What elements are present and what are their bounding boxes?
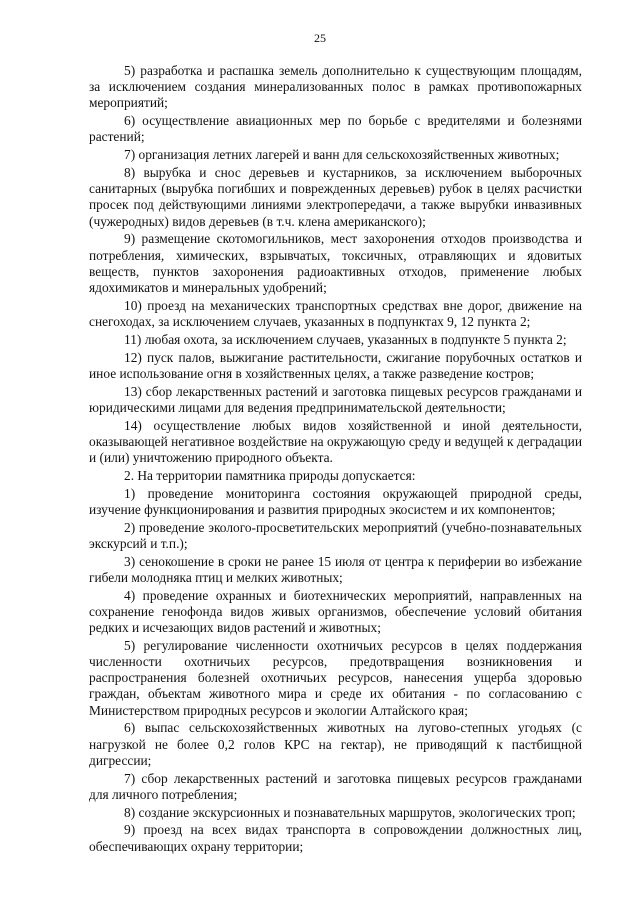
paragraph-permitted-4: 4) проведение охранных и биотехнических мероприятий, направленных на сохранение генофонда видов живых организмов, обеспечение условий обитания редких и исчезающих видов растений и животных;: [89, 587, 582, 636]
paragraph-restriction-12: 12) пуск палов, выжигание растительности, сжигание порубочных остатков и иное использование огня в хозяйственных целях, а также разведение костров;: [89, 349, 582, 381]
section-heading-permitted: 2. На территории памятника природы допускается:: [124, 467, 416, 483]
document-body: [89, 63, 582, 856]
paragraph-permitted-8: 8) создание экскурсионных и познавательных маршрутов, экологических троп;: [124, 804, 576, 820]
paragraph-restriction-8: 8) вырубка и снос деревьев и кустарников, за исключением выборочных санитарных (вырубка погибших и поврежденных деревьев) рубок в целях расчистки просек под действующими линиями электропередачи, а также вырубки инвазивных (чужеродных) видов деревьев (в т.ч. клена американского);: [89, 165, 582, 229]
paragraph-restriction-13: 13) сбор лекарственных растений и заготовка пищевых ресурсов гражданами и юридическими лицами для ведения предпринимательской деятельности;: [89, 383, 582, 415]
paragraph-restriction-7: 7) организация летних лагерей и ванн для сельскохозяйственных животных;: [124, 147, 560, 163]
paragraph-permitted-5: 5) регулирование численности охотничьих ресурсов в целях поддержания численности охотничьих ресурсов, предотвращения возникновения и распространения болезней охотничьих ресурсов, нанесения ущерба здоровью граждан, объектам животного мира и среде их обитания - по согласованию с Министерством природных ресурсов и экологии Алтайского края;: [89, 637, 582, 718]
paragraph-restriction-6: 6) осуществление авиационных мер по борьбе с вредителями и болезнями растений;: [89, 113, 582, 145]
paragraph-restriction-11: 11) любая охота, за исключением случаев, указанных в подпункте 5 пункта 2;: [124, 331, 567, 347]
paragraph-permitted-7: 7) сбор лекарственных растений и заготовка пищевых ресурсов гражданами для личного потребления;: [89, 770, 582, 802]
paragraph-restriction-10: 10) проезд на механических транспортных средствах вне дорог, движение на снегоходах, за исключением случаев, указанных в подпунктах 9, 12 пункта 2;: [89, 297, 582, 330]
paragraph-restriction-9: 9) размещение скотомогильников, мест захоронения отходов производства и потребления, химических, взрывчатых, токсичных, отравляющих и ядовитых веществ, пунктов захоронения радиоактивных отходов, применение любых ядохимикатов и минеральных удобрений;: [89, 231, 582, 296]
paragraph-restriction-5: 5) разработка и распашка земель дополнительно к существующим площадям, за исключением создания минерализованных полос в рамках противопожарных мероприятий;: [89, 63, 582, 111]
paragraph-permitted-1: 1) проведение мониторинга состояния окружающей природной среды, изучение функционирования и развития природных экосистем и их компонентов;: [89, 485, 582, 517]
paragraph-permitted-6: 6) выпас сельскохозяйственных животных на лугово-степных угодьях (с нагрузкой не более 0,2 голов КРС на гектар), не приводящий к пастбищной дигрессии;: [89, 720, 582, 768]
page-number: 25: [314, 31, 326, 45]
paragraph-permitted-2: 2) проведение эколого-просветительских мероприятий (учебно-познавательных экскурсий и т.п.);: [89, 519, 582, 551]
paragraph-permitted-3: 3) сенокошение в сроки не ранее 15 июля от центра к периферии во избежание гибели молодняка птиц и мелких животных;: [89, 553, 582, 585]
paragraph-restriction-14: 14) осуществление любых видов хозяйственной и иной деятельности, оказывающей негативное воздействие на окружающую среду и ведущей к деградации и (или) уничтожению природного объекта.: [89, 417, 582, 466]
paragraph-permitted-9: 9) проезд на всех видах транспорта в сопровождении должностных лиц, обеспечивающих охрану территории;: [89, 822, 582, 854]
